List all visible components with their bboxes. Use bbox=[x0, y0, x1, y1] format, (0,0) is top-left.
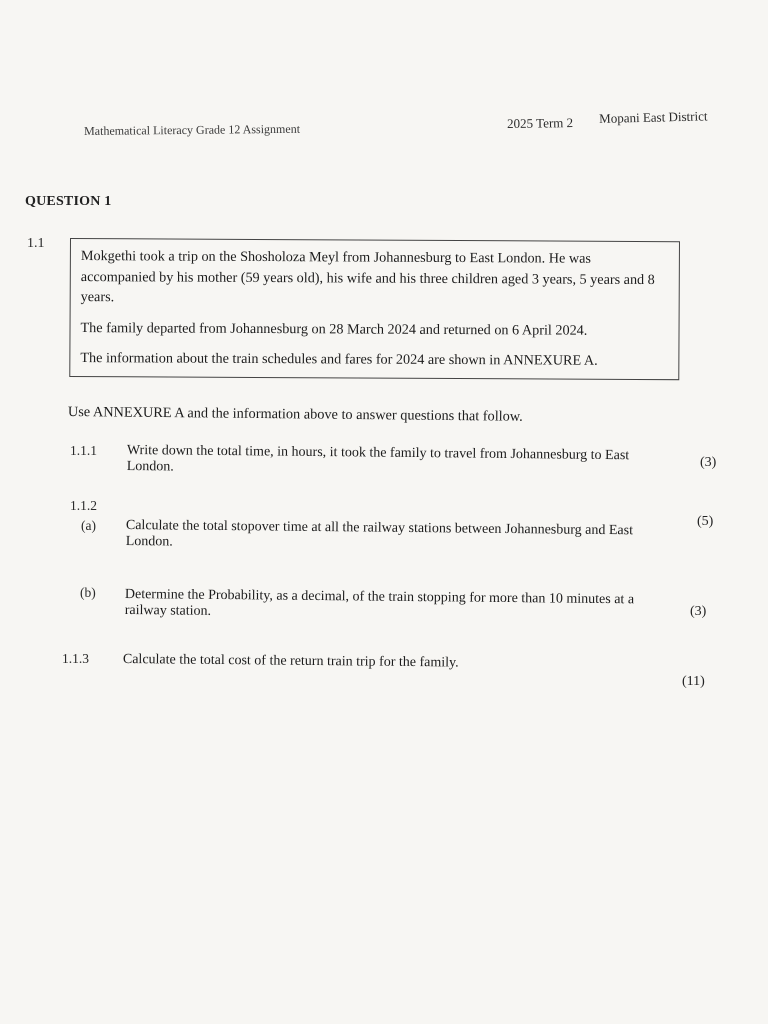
question-title: QUESTION 1 bbox=[25, 194, 112, 209]
info-box bbox=[69, 238, 680, 380]
question-text: Calculate the total stopover time at all the railway stations between Johannesburg and East London. bbox=[125, 518, 634, 550]
info-paragraph-1: Mokgethi took a trip on the Shosholoza Meyl from Johannesburg to East London. He was accompanied by his mother (59 years old), his wife and his three children aged 3 years, 5 years and 8 years. bbox=[80, 248, 655, 306]
info-paragraph-3: The information about the train schedules and fares for 2024 are shown in ANNEXURE A. bbox=[80, 350, 598, 369]
question-marks: (3) bbox=[700, 455, 717, 470]
subquestion-label: (b) bbox=[80, 585, 96, 600]
subquestion-label: (a) bbox=[81, 518, 96, 533]
question-marks: (3) bbox=[690, 604, 707, 619]
section-number: 1.1 bbox=[27, 236, 45, 251]
question-number: 1.1.3 bbox=[62, 651, 89, 666]
info-paragraph-2: The family departed from Johannesburg on 28 March 2024 and returned on 6 April 2024. bbox=[80, 319, 588, 339]
question-number: 1.1.2 bbox=[70, 498, 97, 513]
instruction-text: Use ANNEXURE A and the information above to answer questions that follow. bbox=[67, 404, 523, 425]
question-text: Calculate the total cost of the return train trip for the family. bbox=[122, 652, 459, 671]
question-marks: (11) bbox=[682, 674, 705, 689]
document-subject: Mathematical Literacy Grade 12 Assignment bbox=[84, 121, 301, 138]
question-text: Write down the total time, in hours, it took the family to travel from Johannesburg to East London. bbox=[126, 443, 630, 475]
question-marks: (5) bbox=[697, 514, 714, 529]
question-text: Determine the Probability, as a decimal, of the train stopping for more than 10 minutes at a railway station. bbox=[124, 587, 635, 619]
district-label: Mopani East District bbox=[599, 108, 708, 126]
question-number: 1.1.1 bbox=[70, 443, 97, 458]
term-label: 2025 Term 2 bbox=[507, 115, 574, 131]
